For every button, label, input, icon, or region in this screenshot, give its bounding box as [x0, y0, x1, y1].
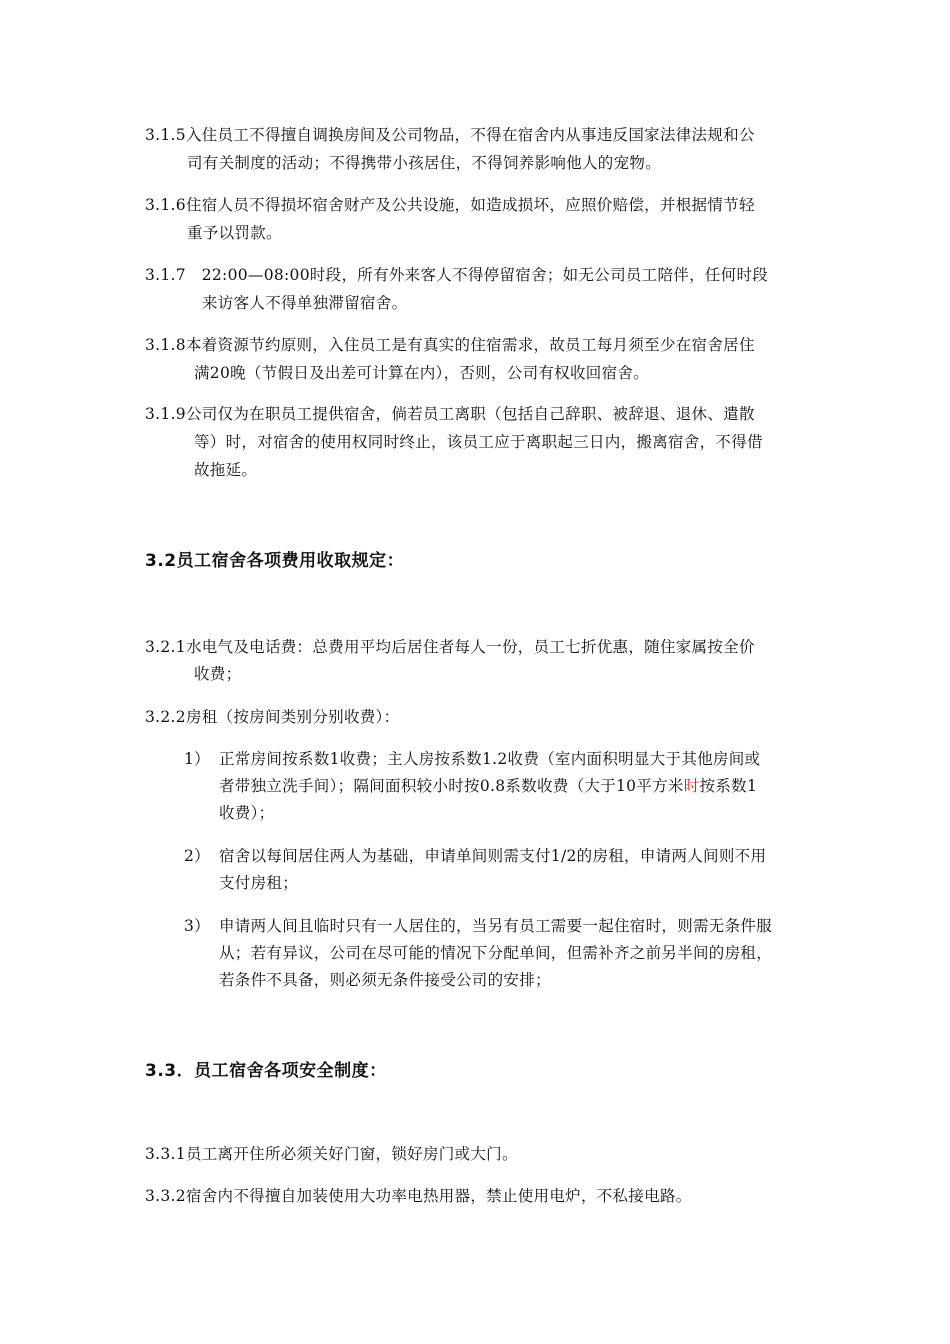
- clause-3-1-9-line2: 等）时，对宿舍的使用权同时终止，该员工应于离职起三日内，搬离宿舍，不得借: [194, 433, 763, 451]
- section-heading-3-2: 3.2员工宿舍各项费用收取规定：: [145, 551, 405, 571]
- clause-3-1-6-line2: 重予以罚款。: [187, 224, 282, 242]
- clause-3-2-2: 3.2.2房租（按房间类别分别收费）：: [145, 708, 400, 726]
- list-item-1-line1: 正常房间按系数1收费；主人房按系数1.2收费（室内面积明显大于其他房间或: [219, 750, 761, 768]
- clause-3-1-7-line2: 来访客人不得单独滞留宿舍。: [202, 294, 408, 312]
- section-heading-3-3: 3.3．员工宿舍各项安全制度：: [145, 1061, 387, 1081]
- list-item-3-line3: 若条件不具备，则必须无条件接受公司的安排；: [219, 971, 551, 989]
- clause-3-3-1: 3.3.1员工离开住所必须关好门窗，锁好房门或大门。: [145, 1145, 518, 1163]
- clause-3-1-8-line2: 满20晚（节假日及出差可计算在内），否则，公司有权收回宿舍。: [194, 364, 649, 382]
- clause-3-1-9-line1: 3.1.9公司仅为在职员工提供宿舍，倘若员工离职（包括自己辞职、被辞退、退休、遣散: [145, 405, 755, 423]
- list-item-3-line1: 申请两人间且临时只有一人居住的，当另有员工需要一起住宿时，则需无条件服: [219, 917, 773, 935]
- list-item-1-line2-tail: 按系数1: [699, 777, 758, 795]
- clause-3-1-5-line2: 司有关制度的活动；不得携带小孩居住，不得饲养影响他人的宠物。: [187, 154, 662, 172]
- list-item-number-3: 3）: [184, 917, 210, 935]
- list-item-number-2: 2）: [184, 847, 210, 865]
- highlighted-text: 时: [683, 777, 700, 795]
- list-item-1-line3: 收费）；: [219, 804, 275, 822]
- clause-3-1-8-line1: 3.1.8本着资源节约原则，入住员工是有真实的住宿需求，故员工每月须至少在宿舍居住: [145, 336, 755, 354]
- clause-3-1-7-line1: 3.1.7 22:00—08:00时段，所有外来客人不得停留宿舍；如无公司员工陪伴，任何时段: [145, 266, 769, 284]
- clause-3-1-9-line3: 故拖延。: [194, 461, 258, 479]
- list-item-1-line2-text: 者带独立洗手间）；隔间面积较小时按0.8系数收费（大于10平方米: [219, 777, 684, 795]
- clause-3-1-6-line1: 3.1.6住宿人员不得损坏宿舍财产及公共设施，如造成损坏，应照价赔偿，并根据情节轻: [145, 196, 755, 214]
- clause-3-2-1-line2: 收费；: [194, 665, 242, 683]
- list-item-1-line2: [219, 775, 757, 797]
- clause-3-3-2: 3.3.2宿舍内不得擅自加装使用大功率电热用器，禁止使用电炉，不私接电路。: [145, 1187, 692, 1205]
- list-item-2-line2: 支付房租；: [219, 874, 299, 892]
- list-item-number-1: 1）: [184, 750, 210, 768]
- clause-3-2-1-line1: 3.2.1水电气及电话费：总费用平均后居住者每人一份，员工七折优惠，随住家属按全价: [145, 638, 755, 656]
- clause-3-1-5-line1: 3.1.5入住员工不得擅自调换房间及公司物品，不得在宿舍内从事违反国家法律法规和公: [145, 126, 755, 144]
- list-item-2-line1: 宿舍以每间居住两人为基础，申请单间则需支付1/2的房租，申请两人间则不用: [219, 847, 767, 865]
- list-item-3-line2: 从；若有异议，公司在尽可能的情况下分配单间，但需补齐之前另半间的房租，: [219, 944, 773, 962]
